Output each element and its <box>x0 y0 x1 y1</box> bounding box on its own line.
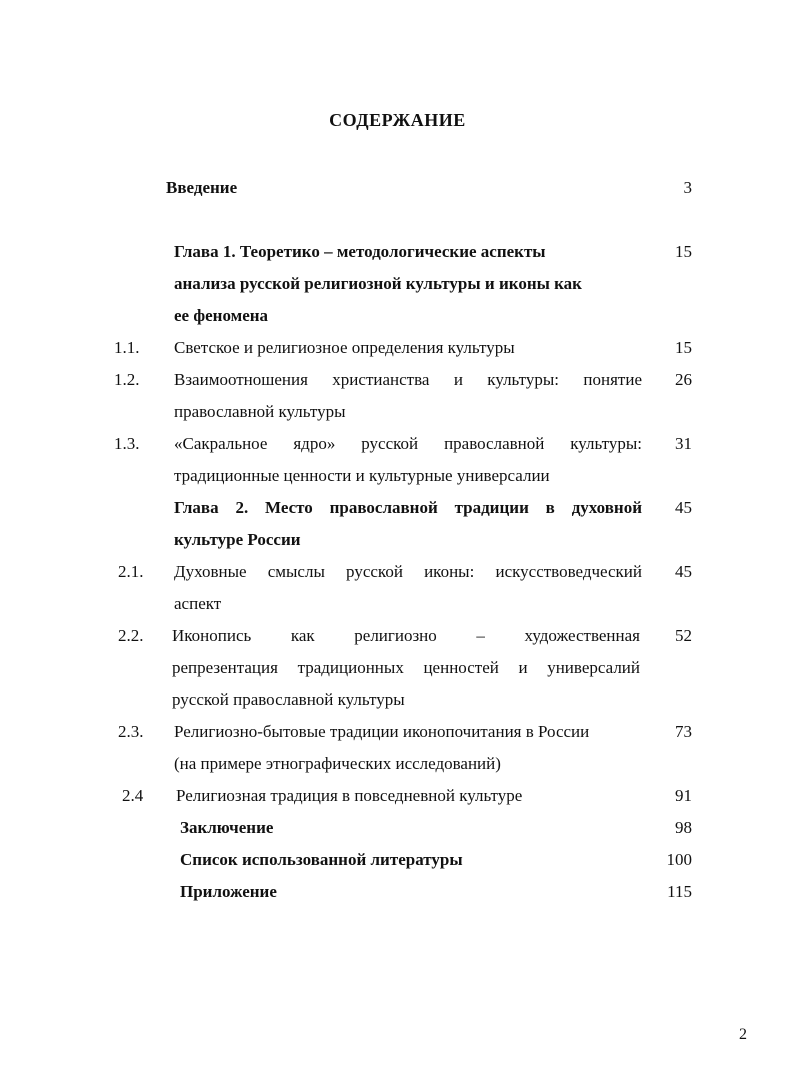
toc-entry-number: 2.4 <box>122 786 144 805</box>
toc-entry-page: 91 <box>675 786 692 805</box>
toc-entry-page: 15 <box>675 242 692 261</box>
toc-entry-number: 1.3. <box>114 434 140 453</box>
toc-entry-title <box>172 620 640 716</box>
toc-entry-title <box>174 364 642 428</box>
toc-entry-line: культуре России <box>174 530 301 549</box>
toc-entry-line: Приложение <box>180 882 277 901</box>
toc-entry-line: Взаимоотношения христианства и культуры: понятие <box>174 370 642 389</box>
toc-entry-title <box>174 236 642 332</box>
toc-entry-line: анализа русской религиозной культуры и иконы как <box>174 274 582 293</box>
toc-entry-line: Заключение <box>180 818 274 837</box>
toc-entry-page: 73 <box>675 722 692 741</box>
toc-entry-page: 115 <box>667 882 692 901</box>
toc-entry-line: традиционные ценности и культурные универсалии <box>174 466 550 485</box>
toc-entry-line: Иконопись как религиозно – художественная <box>172 626 640 645</box>
toc-entry-line: православной культуры <box>174 402 346 421</box>
toc-entry-title <box>174 556 642 620</box>
toc-entry-page: 31 <box>675 434 692 453</box>
toc-entry-line: репрезентация традиционных ценностей и универсалий <box>172 658 640 677</box>
toc-entry-line: Глава 2. Место православной традиции в духовной <box>174 498 642 517</box>
toc-entry-line: Духовные смыслы русской иконы: искусствоведческий <box>174 562 642 581</box>
toc-entry-page: 45 <box>675 498 692 517</box>
toc-entry-page: 26 <box>675 370 692 389</box>
toc-entry-title <box>180 812 648 844</box>
toc-entry-line: русской православной культуры <box>172 690 405 709</box>
toc-entry-line: ее феномена <box>174 306 269 325</box>
toc-entry-line: «Сакральное ядро» русской православной культуры: <box>174 434 642 453</box>
toc-entry-line: Введение <box>166 178 238 197</box>
toc-entry-page: 45 <box>675 562 692 581</box>
toc-entry-page: 3 <box>683 178 692 197</box>
toc-entry-title <box>180 844 648 876</box>
page-title: СОДЕРЖАНИЕ <box>329 110 466 130</box>
toc-entry-title <box>174 332 642 364</box>
toc-entry-number: 1.1. <box>114 338 140 357</box>
toc-entry-line: Глава 1. Теоретико – методологические аспекты <box>174 242 546 261</box>
toc-entry-title <box>174 716 642 780</box>
toc-entry-title <box>174 428 642 492</box>
toc-entry-number: 1.2. <box>114 370 140 389</box>
page-number: 2 <box>739 1026 747 1043</box>
toc-entry-title <box>166 172 634 204</box>
toc-entry-line: Список использованной литературы <box>180 850 463 869</box>
toc-entry-line: Религиозная традиция в повседневной культуре <box>176 786 523 805</box>
toc-entry-number: 2.2. <box>118 626 144 645</box>
toc-entry-number: 2.1. <box>118 562 144 581</box>
toc-entry-page: 100 <box>666 850 692 869</box>
toc-entry-title <box>176 780 644 812</box>
toc-entry-page: 98 <box>675 818 692 837</box>
toc-entry-page: 15 <box>675 338 692 357</box>
toc-entry-title <box>180 876 648 908</box>
toc-entry-title <box>174 492 642 556</box>
toc-entry-number: 2.3. <box>118 722 144 741</box>
toc-entry-page: 52 <box>675 626 692 645</box>
toc-entry-line: Светское и религиозное определения культуры <box>174 338 515 357</box>
toc-entry-line: аспект <box>174 594 222 613</box>
toc-entry-line: Религиозно-бытовые традиции иконопочитания в России <box>174 722 590 741</box>
toc-entry-line: (на примере этнографических исследований) <box>174 754 501 773</box>
